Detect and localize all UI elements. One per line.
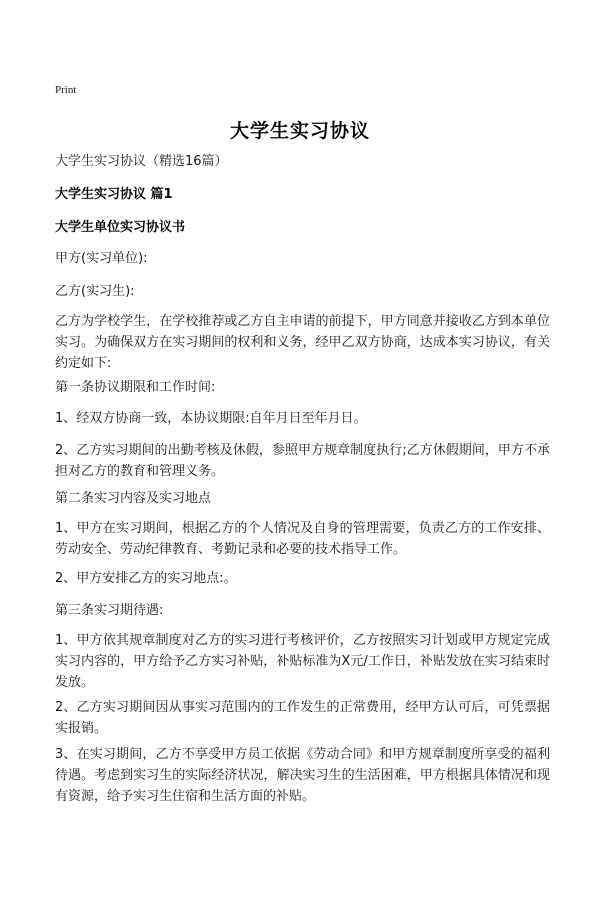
article-3-item-2: 2、乙方实习期间因从事实习范围内的工作发生的正常费用，经甲方认可后，可凭票据实报销。 — [55, 700, 550, 736]
article-2-item-1: 1、甲方在实习期间，根据乙方的个人情况及自身的管理需要，负责乙方的工作安排、劳动安全、劳动纪律教育、考勤记录和必要的技术指导工作。 — [55, 521, 550, 557]
article-2-title: 第二条实习内容及实习地点 — [55, 491, 212, 506]
article-3-item-1: 1、甲方依其规章制度对乙方的实习进行考核评价，乙方按照实习计划或甲方规定完成实习内容的，甲方给予乙方实习补贴，补贴标准为X元/工作日，补贴发放在实习结束时发放。 — [55, 633, 550, 690]
article-3-title: 第三条实习期待遇: — [55, 603, 164, 618]
print-link[interactable]: Print — [55, 84, 77, 96]
party-a-line: 甲方(实习单位): — [55, 251, 148, 266]
article-1-title: 第一条协议期限和工作时间: — [55, 380, 216, 395]
intro-paragraph: 乙方为学校学生，在学校推荐或乙方自主申请的前提下，甲方同意并接收乙方到本单位实习。为确保双方在实习期间的权利和义务，经甲乙双方协商，达成本实习协议，有关约定如下: — [55, 314, 550, 371]
article-2-item-2: 2、甲方安排乙方的实习地点:。 — [55, 571, 237, 586]
article-1-item-1: 1、经双方协商一致，本协议期限:自年月日至年月日。 — [55, 411, 367, 426]
agreement-heading: 大学生单位实习协议书 — [55, 220, 186, 235]
party-b-line: 乙方(实习生): — [55, 284, 135, 299]
article-3-item-3: 3、在实习期间，乙方不享受甲方员工依据《劳动合同》和甲方规章制度所享受的福利待遇。考虑到实习生的实际经济状况，解决实习生的生活困难，甲方根据具体情况和现有资源，给予实习生住宿和生活方面的补贴。 — [55, 747, 550, 804]
subtitle: 大学生实习协议（精选16篇） — [55, 154, 228, 169]
page-title: 大学生实习协议 — [229, 120, 370, 142]
article-1-item-2: 2、乙方实习期间的出勤考核及休假，参照甲方规章制度执行;乙方休假期间，甲方不承担对乙方的教育和管理义务。 — [55, 443, 550, 479]
section-heading: 大学生实习协议 篇1 — [55, 187, 173, 202]
